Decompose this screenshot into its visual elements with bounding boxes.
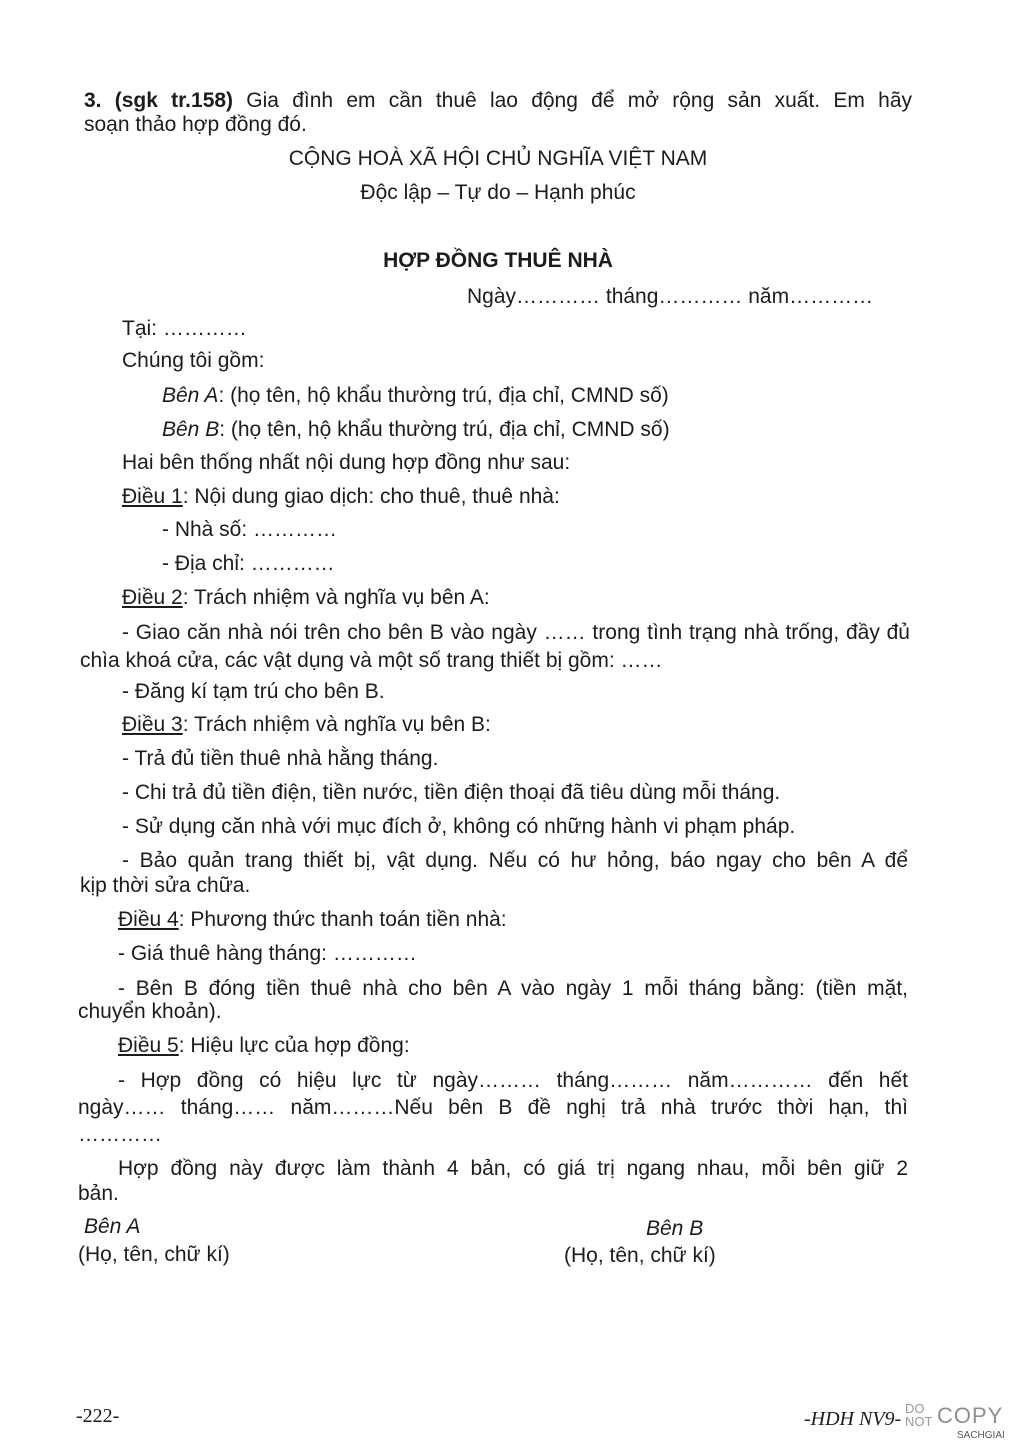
article-4-item-1: - Giá thuê hàng tháng: ………… xyxy=(118,942,417,965)
article-2-item-1-line-1: - Giao căn nhà nói trên cho bên B vào ngày …… trong tình trạng nhà trống, đầy đủ xyxy=(122,621,910,644)
party-a-detail: : (họ tên, hộ khẩu thường trú, địa chỉ, CMND số) xyxy=(218,384,669,407)
stamp-do: DO xyxy=(905,1401,925,1416)
article-3-item-4-line-1: - Bảo quản trang thiết bị, vật dụng. Nếu có hư hỏng, báo ngay cho bên A để xyxy=(122,849,908,872)
article-3-item-2: - Chi trả đủ tiền điện, tiền nước, tiền điện thoại đã tiêu dùng mỗi tháng. xyxy=(122,781,781,804)
article-3-label: Điều 3 xyxy=(122,713,183,736)
stamp-brand: SACHGIAI xyxy=(957,1430,1005,1441)
party-a-line xyxy=(162,383,669,409)
signature-party-b-note: (Họ, tên, chữ kí) xyxy=(564,1244,716,1267)
article-5-heading xyxy=(118,1033,410,1059)
article-1-text: : Nội dung giao dịch: cho thuê, thuê nhà: xyxy=(182,485,560,508)
article-3-item-4-line-2: kịp thời sửa chữa. xyxy=(80,874,251,897)
parties-intro: Chúng tôi gồm: xyxy=(122,349,265,372)
article-4-item-2-line-2: chuyển khoản). xyxy=(78,1000,222,1023)
article-3-item-3: - Sử dụng căn nhà với mục đích ở, không có những hành vi phạm pháp. xyxy=(122,815,796,838)
exercise-number: 3. (sgk tr.158) xyxy=(84,89,234,112)
article-1-item-address: - Địa chỉ: ………… xyxy=(162,552,335,575)
exercise-line-1 xyxy=(84,88,912,114)
article-2-text: : Trách nhiệm và nghĩa vụ bên A: xyxy=(182,586,490,609)
contract-place: Tại: ………… xyxy=(122,317,247,340)
party-b-detail: : (họ tên, hộ khẩu thường trú, địa chỉ, CMND số) xyxy=(219,418,670,441)
contract-date-line: Ngày………… tháng………… năm………… xyxy=(467,285,874,308)
signature-party-b-label: Bên B xyxy=(646,1217,704,1240)
article-5-text: : Hiệu lực của hợp đồng: xyxy=(178,1034,410,1057)
book-code: -HDH NV9- xyxy=(804,1408,902,1430)
article-3-text: : Trách nhiệm và nghĩa vụ bên B: xyxy=(182,713,491,736)
closing-line-1: Hợp đồng này được làm thành 4 bản, có giá trị ngang nhau, mỗi bên giữ 2 xyxy=(118,1157,908,1180)
stamp-copy: COPY xyxy=(937,1403,1004,1428)
do-not-copy-stamp xyxy=(905,1402,1005,1444)
article-3-item-1: - Trả đủ tiền thuê nhà hằng tháng. xyxy=(122,747,439,770)
article-2-heading xyxy=(122,585,490,611)
signature-party-a-label: Bên A xyxy=(84,1215,141,1238)
article-3-heading xyxy=(122,712,491,738)
article-4-item-2-line-1: - Bên B đóng tiền thuê nhà cho bên A vào ngày 1 mỗi tháng bằng: (tiền mặt, xyxy=(118,977,908,1000)
party-b-line xyxy=(162,417,670,443)
article-2-label: Điều 2 xyxy=(122,586,183,609)
article-2-item-1-line-2: chìa khoá cửa, các vật dụng và một số trang thiết bị gồm: …… xyxy=(80,649,663,672)
closing-line-2: bản. xyxy=(78,1182,119,1205)
agreement-intro: Hai bên thống nhất nội dung hợp đồng như sau: xyxy=(122,451,571,474)
exercise-text: Gia đình em cần thuê lao động để mở rộng sản xuất. Em hãy xyxy=(233,89,912,112)
article-5-label: Điều 5 xyxy=(118,1034,179,1057)
article-5-item-1-line-2: ngày…… tháng…… năm………Nếu bên B đề nghị trả nhà trước thời hạn, thì xyxy=(78,1096,908,1119)
article-1-label: Điều 1 xyxy=(122,485,183,508)
party-b-label: Bên B xyxy=(162,418,220,441)
article-4-heading xyxy=(118,907,507,933)
national-title: CỘNG HOÀ XÃ HỘI CHỦ NGHĨA VIỆT NAM xyxy=(288,147,708,170)
article-2-item-2: - Đăng kí tạm trú cho bên B. xyxy=(122,680,385,703)
article-4-text: : Phương thức thanh toán tiền nhà: xyxy=(178,908,507,931)
article-1-item-house-number: - Nhà số: ………… xyxy=(162,518,338,541)
article-5-item-1-line-1: - Hợp đồng có hiệu lực từ ngày……… tháng……… năm………… đến hết xyxy=(118,1069,908,1092)
national-motto: Độc lập – Tự do – Hạnh phúc xyxy=(360,181,636,204)
page-number: -222- xyxy=(76,1405,120,1427)
contract-title: HỢP ĐỒNG THUÊ NHÀ xyxy=(383,249,613,272)
party-a-label: Bên A xyxy=(162,384,219,407)
article-5-item-1-line-3: ………… xyxy=(78,1123,162,1146)
article-1-heading xyxy=(122,484,560,510)
signature-party-a-note: (Họ, tên, chữ kí) xyxy=(78,1243,230,1266)
stamp-not: NOT xyxy=(905,1414,933,1429)
exercise-line-2: soạn thảo hợp đồng đó. xyxy=(84,113,307,136)
article-4-label: Điều 4 xyxy=(118,908,179,931)
